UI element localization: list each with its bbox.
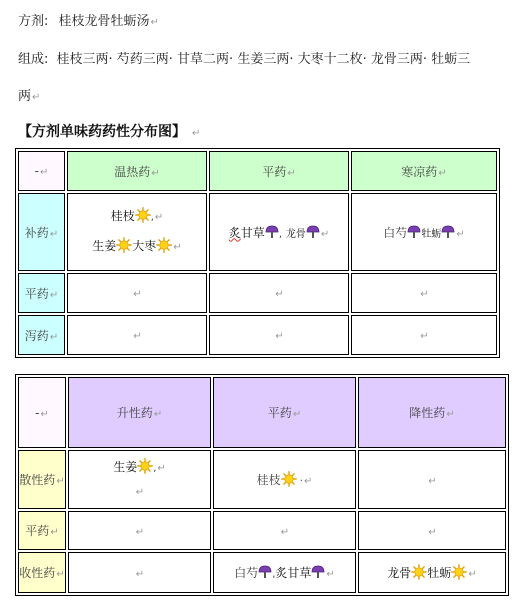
- table1-header-warm: 温热药↵: [67, 151, 207, 191]
- table1-cell-tonify-cold: 白芍 牡蛎 ↵: [351, 193, 497, 271]
- formula-name: 桂枝龙骨牡蛎汤: [58, 14, 150, 29]
- sun-icon: [116, 237, 132, 253]
- table1-cell-empty: ↵: [351, 273, 497, 313]
- table1-cell-empty: ↵: [209, 315, 349, 355]
- herb-guizhi: 桂枝: [256, 473, 281, 488]
- composition-label: 组成:: [18, 52, 49, 67]
- table2-cell-disperse-neutral: 桂枝 ·↵: [213, 450, 356, 509]
- herb-muli: 牡蛎: [421, 228, 442, 240]
- table2-cell-empty: ↵: [213, 511, 356, 550]
- table2-rowlabel-astringe: 收性药↵: [18, 552, 66, 593]
- sun-icon: [451, 564, 467, 580]
- sun-icon: [137, 458, 153, 474]
- herb-baishao: 白芍: [234, 566, 259, 581]
- table2-corner: -↵: [18, 377, 66, 448]
- sun-icon: [411, 564, 427, 580]
- table1-cell-tonify-warm: 桂枝 ,↵ 生姜 大枣 ↵: [67, 193, 207, 271]
- table2-cell-empty: ↵: [68, 511, 211, 550]
- table2-cell-empty: ↵: [68, 552, 211, 593]
- table2-header-ascending: 升性药↵: [68, 377, 211, 448]
- herb-gancao: 甘草: [240, 225, 265, 240]
- table1-cell-empty: ↵: [67, 315, 207, 355]
- table1-cell-empty: ↵: [67, 273, 207, 313]
- mushroom-icon: [265, 225, 279, 239]
- table2-cell-astringe-neutral: 白芍 ,炙甘草 ↵: [213, 552, 356, 593]
- mushroom-icon: [311, 565, 325, 579]
- herb-zhi: 炙: [228, 225, 241, 240]
- mushroom-icon: [407, 225, 421, 239]
- herb-guizhi: 桂枝: [110, 209, 135, 223]
- paragraph-mark-icon: ↵: [150, 17, 159, 28]
- formula-line: [18, 10, 159, 29]
- mushroom-icon: [306, 225, 320, 239]
- property-table-1: [15, 148, 500, 358]
- table1-cell-empty: ↵: [209, 273, 349, 313]
- herb-baishao: 白芍: [383, 225, 408, 240]
- formula-label: 方剂:: [18, 14, 49, 29]
- table1-rowlabel-purge: 泻药↵: [18, 315, 65, 355]
- paragraph-mark-icon: ↵: [192, 128, 201, 139]
- table2-rowlabel-disperse: 散性药↵: [18, 450, 66, 509]
- composition-line-2: [18, 85, 40, 104]
- herb-shengjiang: 生姜: [113, 459, 138, 474]
- table2-cell-empty: ↵: [358, 450, 506, 509]
- table2-rowlabel-neutral: 平药↵: [18, 511, 66, 550]
- composition-value: 桂枝三两· 芍药三两· 甘草二两· 生姜三两· 大枣十二枚· 龙骨三两· 牡蛎三: [56, 52, 471, 67]
- paragraph-mark-icon: ↵: [32, 92, 41, 103]
- composition-line: [18, 48, 470, 67]
- herb-dazao: 大枣: [132, 239, 157, 253]
- table1-header-cold: 寒凉药↵: [351, 151, 497, 191]
- property-table-2: [15, 374, 509, 596]
- section-heading-text: 【方剂单味药药性分布图】: [18, 124, 186, 140]
- table1-cell-tonify-neutral: 炙甘草 , 龙骨 ↵: [209, 193, 349, 271]
- table2-header-descending: 降性药↵: [358, 377, 506, 448]
- table2-cell-empty: ↵: [358, 511, 506, 550]
- section-heading: [18, 121, 200, 141]
- herb-longgu: 龙骨: [285, 228, 306, 240]
- herb-shengjiang: 生姜: [92, 239, 117, 253]
- table1-rowlabel-neutral: 平药↵: [18, 273, 65, 313]
- sun-icon: [156, 237, 172, 253]
- herb-muli: 牡蛎: [427, 566, 452, 581]
- table2-cell-disperse-ascending: 生姜 ,↵ ↵: [68, 450, 211, 509]
- table1-cell-empty: ↵: [351, 315, 497, 355]
- sun-icon: [135, 207, 151, 223]
- sun-icon: [281, 471, 297, 487]
- table2-header-neutral: 平药↵: [213, 377, 356, 448]
- composition-value-cont: 两: [18, 89, 32, 104]
- mushroom-icon: [441, 225, 455, 239]
- table2-cell-astringe-descending: 龙骨 牡蛎 ↵: [358, 552, 506, 593]
- herb-longgu: 龙骨: [387, 566, 412, 581]
- mushroom-icon: [258, 565, 272, 579]
- table1-header-neutral: 平药↵: [209, 151, 349, 191]
- table1-rowlabel-tonify: 补药↵: [18, 193, 65, 271]
- table1-corner: -↵: [18, 151, 65, 191]
- herb-zhigancao: 炙甘草: [275, 566, 312, 581]
